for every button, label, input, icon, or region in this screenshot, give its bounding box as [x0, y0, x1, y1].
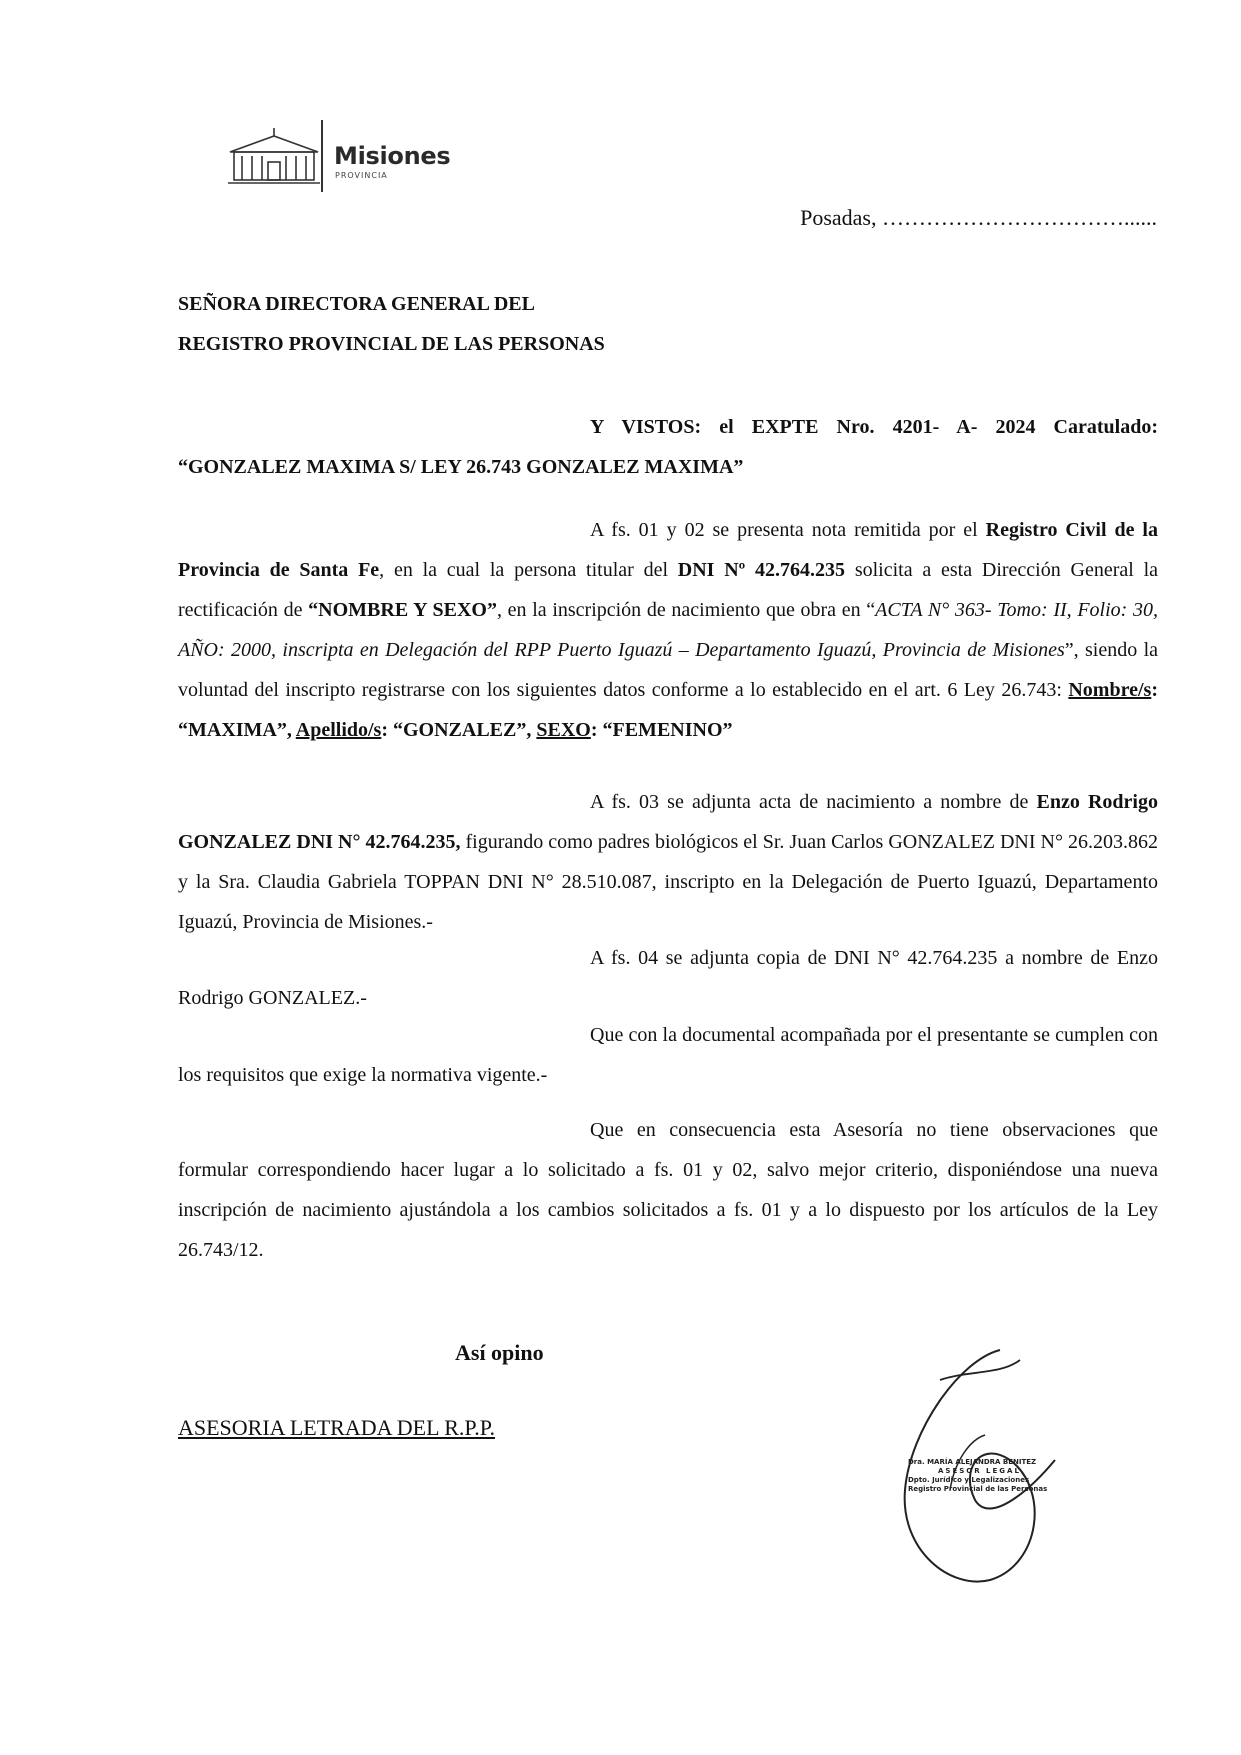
p1-text-2: , en la cual la persona titular del [379, 559, 678, 581]
p1-bold-1: Registro Civil de la Provincia de Santa Fe [178, 519, 1158, 581]
p5-text-1: Que en consecuencia esta Asesoría no tiene observaciones que formular correspondiendo hacer lugar a lo solicitado a fs. 01 y 02, salvo mejor criterio, disponiéndose una nueva inscripción de nacimiento ajustándola a los cambios solicitados a fs. 01 y a lo dispuesto por los artículos de la Ley 26.743/12. [178, 1119, 1158, 1261]
p1-bold-3: “NOMBRE Y SEXO” [308, 599, 497, 621]
p1-bold-6: : “FEMENINO” [590, 719, 733, 741]
p1-text-3: solicita a esta Dirección General la rectificación de [178, 559, 1158, 621]
p2-text-2: figurando como padres biológicos el Sr. Juan Carlos GONZALEZ DNI N° 26.203.862 y la Sra. Claudia Gabriela TOPPAN DNI N° 28.510.087, inscripto en la Delegación de Puerto Iguazú, Departamento Iguazú, Provincia de Misiones.- [178, 831, 1158, 933]
stamp-line-3: Dpto. Jurídico y Legalizaciones [908, 1476, 1030, 1484]
paragraph-3 [178, 938, 1158, 1018]
paragraph-1 [178, 510, 1158, 750]
p1-underline-3: SEXO [536, 719, 591, 741]
signature-block [880, 1340, 1070, 1600]
office-name: ASESORIA LETRADA DEL R.P.P. [178, 1415, 496, 1440]
p1-bold-4: : “MAXIMA”, [178, 679, 1158, 741]
logo-name: Misiones [334, 142, 451, 170]
p1-bold-5: : “GONZALEZ”, [381, 719, 537, 741]
stamp-line-2: ASESOR LEGAL [938, 1467, 1021, 1475]
logo-divider [321, 120, 323, 192]
logo-subtitle: PROVINCIA [335, 171, 388, 180]
stamp-line-4: Registro Provincial de las Personas [908, 1485, 1048, 1493]
p4-text-1: Que con la documental acompañada por el presentante se cumplen con los requisitos que exige la normativa vigente.- [178, 1024, 1158, 1086]
p1-text-5: ”, siendo la voluntad del inscripto registrarse con los siguientes datos conforme a lo establecido en el art. 6 Ley 26.743: [178, 639, 1159, 701]
p2-text-1: A fs. 03 se adjunta acta de nacimiento a nombre de [590, 791, 1037, 813]
p1-underline-2: Apellido/s [295, 719, 382, 741]
addressee-line-2: REGISTRO PROVINCIAL DE LAS PERSONAS [178, 333, 605, 355]
p2-bold-1: Enzo Rodrigo GONZALEZ DNI N° 42.764.235, [178, 791, 1158, 853]
addressee-line-1: SEÑORA DIRECTORA GENERAL DEL [178, 293, 535, 315]
paragraph-5 [178, 1110, 1158, 1270]
paragraph-2 [178, 782, 1158, 942]
p1-bold-2: DNI Nº 42.764.235 [677, 559, 846, 581]
closing-text: Así opino [455, 1340, 544, 1365]
paragraph-4 [178, 1015, 1158, 1095]
vistos-line-1: Y VISTOS: el EXPTE Nro. 4201- A- 2024 Caratulado: [590, 416, 1158, 438]
government-building-icon [226, 126, 322, 186]
vistos-block [178, 407, 1158, 487]
p1-italic-1: ACTA N° 363- Tomo: II, Folio: 30, AÑO: 2000, inscripta en Delegación del RPP Puerto Iguazú – Departamento Iguazú, Provincia de Misiones [178, 599, 1159, 661]
p1-underline-1: Nombre/s [1068, 679, 1152, 701]
official-stamp [908, 1458, 1058, 1494]
p3-text-1: A fs. 04 se adjunta copia de DNI N° 42.764.235 a nombre de Enzo Rodrigo GONZALEZ.- [178, 947, 1158, 1009]
date-line: Posadas, ……………………………...... [800, 205, 1157, 230]
p1-text-1: A fs. 01 y 02 se presenta nota remitida por el [590, 519, 986, 541]
misiones-logo [226, 118, 486, 198]
vistos-line-2: “GONZALEZ MAXIMA S/ LEY 26.743 GONZALEZ MAXIMA” [178, 456, 744, 478]
p1-text-4: , en la inscripción de nacimiento que obra en “ [496, 599, 876, 621]
stamp-line-1: Dra. MARÍA ALEJANDRA BENITEZ [908, 1458, 1037, 1466]
